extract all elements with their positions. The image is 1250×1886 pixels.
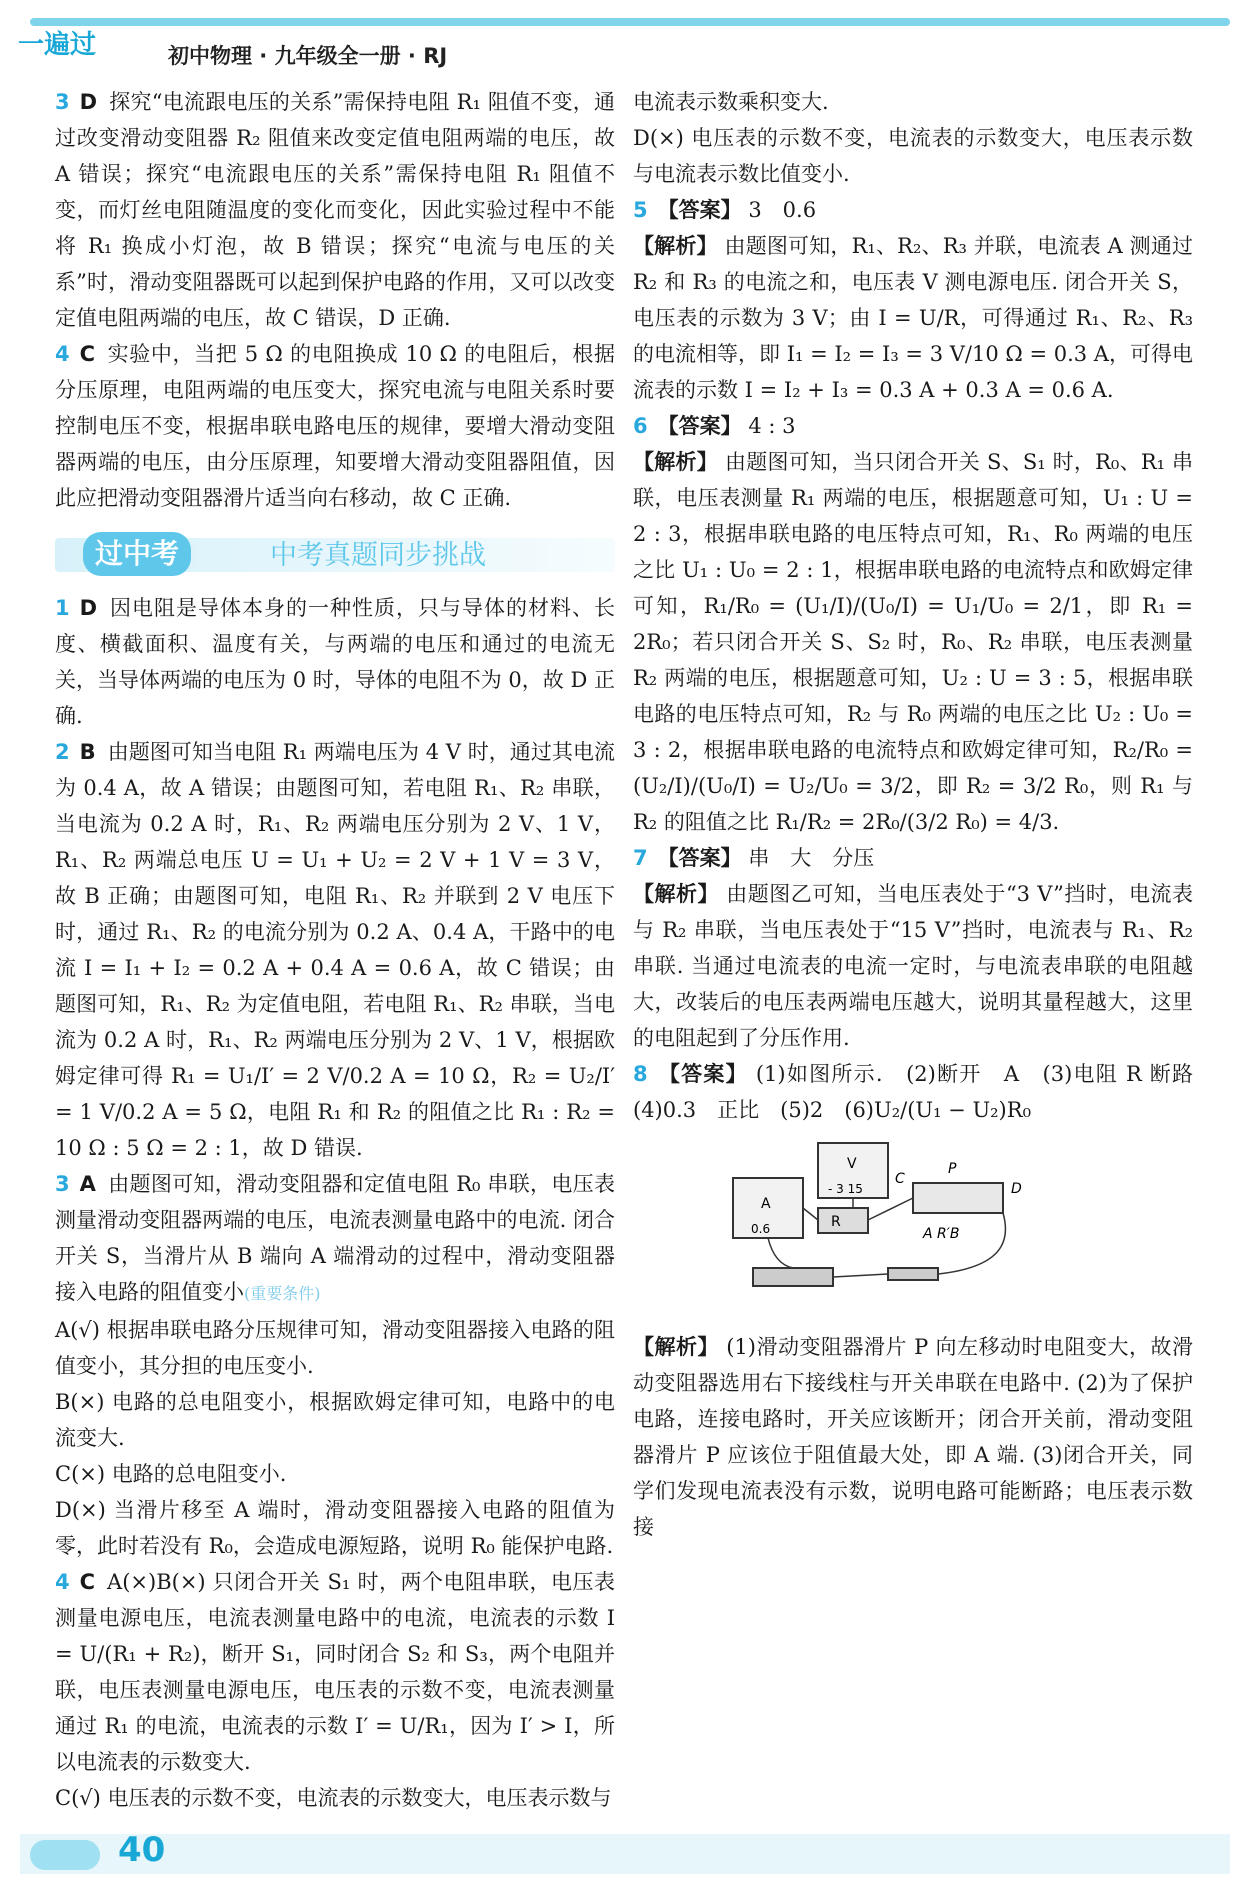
header-bar (30, 18, 1230, 26)
answer-letter: A (79, 1172, 96, 1196)
section-heading (55, 528, 615, 580)
answer-q3 (55, 84, 615, 336)
continued-text: 电流表示数乘积变大. (633, 90, 829, 114)
explanation: 实验中，当把 5 Ω 的电阻换成 10 Ω 的电阻后，根据分压原理，电阻两端的电压变大，探究电流与电阻关系时要控制电压不变，根据串联电路电压的规律，要增大滑动变阻器两端的电压，由分压原理，知要增大滑动变阻器阻值，因此应把滑动变阻器滑片适当向右移动，故 C 正确. (55, 342, 615, 510)
analysis-tag: 【解析】 (633, 234, 718, 258)
rheostat (913, 1183, 1003, 1213)
page-footer (0, 1826, 1250, 1886)
explanation: 由题图可知当电阻 R₁ 两端电压为 4 V 时，通过其电流为 0.4 A，故 A 错误；由题图可知，若电阻 R₁、R₂ 串联，当电流为 0.2 A 时，R₁、R₂ 两端电压分别为 2 V、1 V，R₁、R₂ 两端总电压 U = U₁ + U₂ = 2 V + 1 V = 3 V，故 B 正确；由题图可知，电阻 R₁、R₂ 并联到 2 V 电压下时，通过 R₁、R₂ 的电流分别为 0.2 A、0.4 A，干路中的电流 I = I₁ + I₂ = 0.2 A + 0.4 A = 0.6 A，故 C 错误；由题图可知，R₁、R₂ 为定值电阻，若电阻 R₁、R₂ 串联，当电流为 0.2 A 时，R₁、R₂ 两端电压分别为 2 V、1 V，根据欧姆定律可得 R₁ = U₁/I′ = 2 V/0.2 A = 10 Ω，R₂ = U₂/I′ = 1 V/0.2 A = 5 Ω，电阻 R₁ 和 R₂ 的阻值之比 R₁ : R₂ = 10 Ω : 5 Ω = 2 : 1，故 D 错误. (55, 740, 615, 1160)
analysis-tag: 【解析】 (633, 1335, 720, 1359)
terminal-c: C (895, 1171, 905, 1187)
option-a: A(√) 根据串联电路分压规律可知，滑动变阻器接入电路的阻值变小，其分担的电压变小. (55, 1318, 615, 1378)
terminal-d: D (1011, 1181, 1022, 1197)
switch (888, 1268, 938, 1280)
terminals-ab: A R′B (923, 1226, 960, 1242)
brand-logo: 一遍过 (18, 30, 97, 60)
exam-q3 (55, 1166, 615, 1312)
explanation: 探究“电流跟电压的关系”需保持电阻 R₁ 阻值不变，通过改变滑动变阻器 R₂ 阻值来改变定值电阻两端的电压，故 A 错误；探究“电流跟电压的关系”需保持电阻 R₁ 阻值不变，而灯丝电阻随温度的变化而变化，因此实验过程中不能将 R₁ 换成小灯泡，故 B 错误；探究“电流与电压的关系”时，滑动变阻器既可以起到保护电路的作用，又可以改变定值电阻两端的电压，故 C 错误，D 正确. (55, 90, 615, 330)
exam-q5-analysis (633, 228, 1193, 408)
answer-q4 (55, 336, 615, 516)
footer-bar (20, 1834, 1230, 1874)
answer-value: 串 大 分压 (748, 846, 875, 870)
question-number: 3 (55, 1172, 70, 1196)
exam-q6-analysis (633, 444, 1193, 840)
question-number: 8 (633, 1062, 648, 1086)
ammeter-scale: 0.6 (751, 1222, 771, 1236)
question-number: 3 (55, 90, 70, 114)
answer-value: (1)如图所示. (2)断开 A (3)电阻 R 断路 (4)0.3 正比 (5)2 (6)U₂/(U₁ − U₂)R₀ (633, 1062, 1214, 1122)
section-subtitle: 中考真题同步挑战 (270, 540, 486, 571)
answer-value: 3 0.6 (748, 198, 817, 222)
voltmeter-scale: - 3 15 (828, 1182, 863, 1196)
resistor (818, 1208, 868, 1233)
explanation: A(×)B(×) 只闭合开关 S₁ 时，两个电阻串联，电压表测量电源电压，电流表测量电路中的电流，电流表的示数 I = U/(R₁ + R₂)，断开 S₁，同时闭合 S₂ 和 S₃，两个电阻并联，电压表测量电源电压，电压表的示数不变，电流表测量通过 R₁ 的电流，电流表的示数 I′ = U/R₁，因为 I′ > I，所以电流表的示数变大. (55, 1570, 615, 1774)
option-d: D(×) 当滑片移至 A 端时，滑动变阻器接入电路的阻值为零，此时若没有 R₀，会造成电源短路，说明 R₀ 能保护电路. (55, 1498, 615, 1558)
question-number: 6 (633, 414, 648, 438)
answer-tag: 【答案】 (657, 414, 742, 438)
exam-q6 (633, 408, 1193, 444)
explanation: 由题图可知，R₁、R₂、R₃ 并联，电流表 A 测通过 R₂ 和 R₃ 的电流之和，电压表 V 测电源电压. 闭合开关 S，电压表的示数为 3 V；由 I = U/R，可得通过 R₁、R₂、R₃ 的电流相等，即 I₁ = I₂ = I₃ = 3 V/10 Ω = 0.3 A，可得电流表的示数 I = I₂ + I₃ = 0.3 A + 0.3 A = 0.6 A. (633, 234, 1193, 402)
slider-p: P (948, 1161, 957, 1177)
exam-q4 (55, 1564, 615, 1780)
explanation: 因电阻是导体本身的一种性质，只与导体的材料、长度、横截面积、温度有关，与两端的电压和通过的电流无关，当导体两端的电压为 0 时，导体的电阻不为 0，故 D 正确. (55, 596, 615, 728)
explanation: 由题图可知，当只闭合开关 S、S₁ 时，R₀、R₁ 串联，电压表测量 R₁ 两端的电压，根据题意可知，U₁ : U = 2 : 3，根据串联电路的电压特点可知，R₁、R₀ 两端的电压之比 U₁ : U₀ = 2 : 1，根据串联电路的电流特点和欧姆定律可知，R₁/R₀ = (U₁/I)/(U₀/I) = U₁/U₀ = 2/1，即 R₁ = 2R₀；若只闭合开关 S、S₂ 时，R₀、R₂ 串联，电压表测量 R₂ 两端的电压，根据题意可知，U₂ : U = 3 : 5，根据串联电路的电压特点可知，R₂ 与 R₀ 两端的电压之比 U₂ : U₀ = 3 : 2，根据串联电路的电流特点和欧姆定律可知，R₂/R₀ = (U₂/I)/(U₀/I) = U₂/U₀ = 3/2，即 R₂ = 3/2 R₀，则 R₁ 与 R₂ 的阻值之比 R₁/R₂ = 2R₀/(3/2 R₀) = 4/3. (633, 450, 1193, 834)
book-title: 初中物理 · 九年级全一册 · RJ (168, 44, 448, 68)
answer-tag: 【答案】 (657, 1062, 748, 1086)
answer-tag: 【答案】 (657, 846, 742, 870)
question-number: 4 (55, 342, 70, 366)
key-condition-note: (重要条件) (244, 1284, 321, 1303)
answer-letter: D (79, 90, 98, 114)
question-number: 4 (55, 1570, 70, 1594)
explanation: 由题图可知，滑动变阻器和定值电阻 R₀ 串联，电压表测量滑动变阻器两端的电压，电流表测量电路中的电流. 闭合开关 S，当滑片从 B 端向 A 端滑动的过程中，滑动变阻器接入电路的阻值变小 (55, 1172, 615, 1304)
analysis-tag: 【解析】 (633, 450, 719, 474)
option-c: C(×) 电路的总电阻变小. (55, 1462, 287, 1486)
answer-tag: 【答案】 (657, 198, 742, 222)
exam-q8 (633, 1056, 1214, 1128)
question-number: 2 (55, 740, 70, 764)
exam-q7-analysis (633, 876, 1193, 1056)
option-d: D(×) 电压表的示数不变，电流表的示数变大，电压表示数与电流表示数比值变小. (633, 126, 1193, 186)
resistor-label: R (831, 1214, 841, 1230)
exam-q5 (633, 192, 1193, 228)
right-column (633, 84, 1214, 1545)
exam-q8-analysis (633, 1329, 1193, 1545)
page-header (0, 0, 1250, 70)
option-b: B(×) 电路的总电阻变小，根据欧姆定律可知，电路中的电流变大. (55, 1390, 615, 1450)
answer-letter: B (79, 740, 96, 764)
explanation: 由题图乙可知，当电压表处于“3 V”挡时，电流表与 R₂ 串联，当电压表处于“15 V”挡时，电流表与 R₁、R₂ 串联. 当通过电流表的电流一定时，与电流表串联的电阻越大，改装后的电压表两端电压越大，说明其量程越大，这里的电阻起到了分压作用. (633, 882, 1193, 1050)
exam-q7 (633, 840, 1193, 876)
answer-letter: C (79, 1570, 96, 1594)
mascot-icon (30, 1840, 100, 1870)
page-number: 40 (118, 1830, 166, 1870)
left-column (55, 84, 615, 1816)
circuit-figure (633, 1138, 1193, 1308)
ammeter-label: A (761, 1196, 771, 1212)
question-number: 5 (633, 198, 648, 222)
answer-value: 4 : 3 (748, 414, 796, 438)
question-number: 1 (55, 596, 70, 620)
exam-q2 (55, 734, 615, 1166)
exam-q1 (55, 590, 615, 734)
option-c: C(√) 电压表的示数不变，电流表的示数变大，电压表示数与 (55, 1786, 612, 1810)
battery (753, 1268, 833, 1286)
question-number: 7 (633, 846, 648, 870)
answer-letter: C (79, 342, 96, 366)
explanation: (1)滑动变阻器滑片 P 向左移动时电阻变大，故滑动变阻器选用右下接线柱与开关串联在电路中. (2)为了保护电路，连接电路时，开关应该断开；闭合开关前，滑动变阻器滑片 P 应该位于阻值最大处，即 A 端. (3)闭合开关，同学们发现电流表没有示数，说明电路可能断路；电压表示数接 (633, 1335, 1193, 1539)
analysis-tag: 【解析】 (633, 882, 720, 906)
section-badge: 过中考 (83, 532, 191, 576)
answer-letter: D (79, 596, 98, 620)
voltmeter-label: V (847, 1156, 857, 1172)
